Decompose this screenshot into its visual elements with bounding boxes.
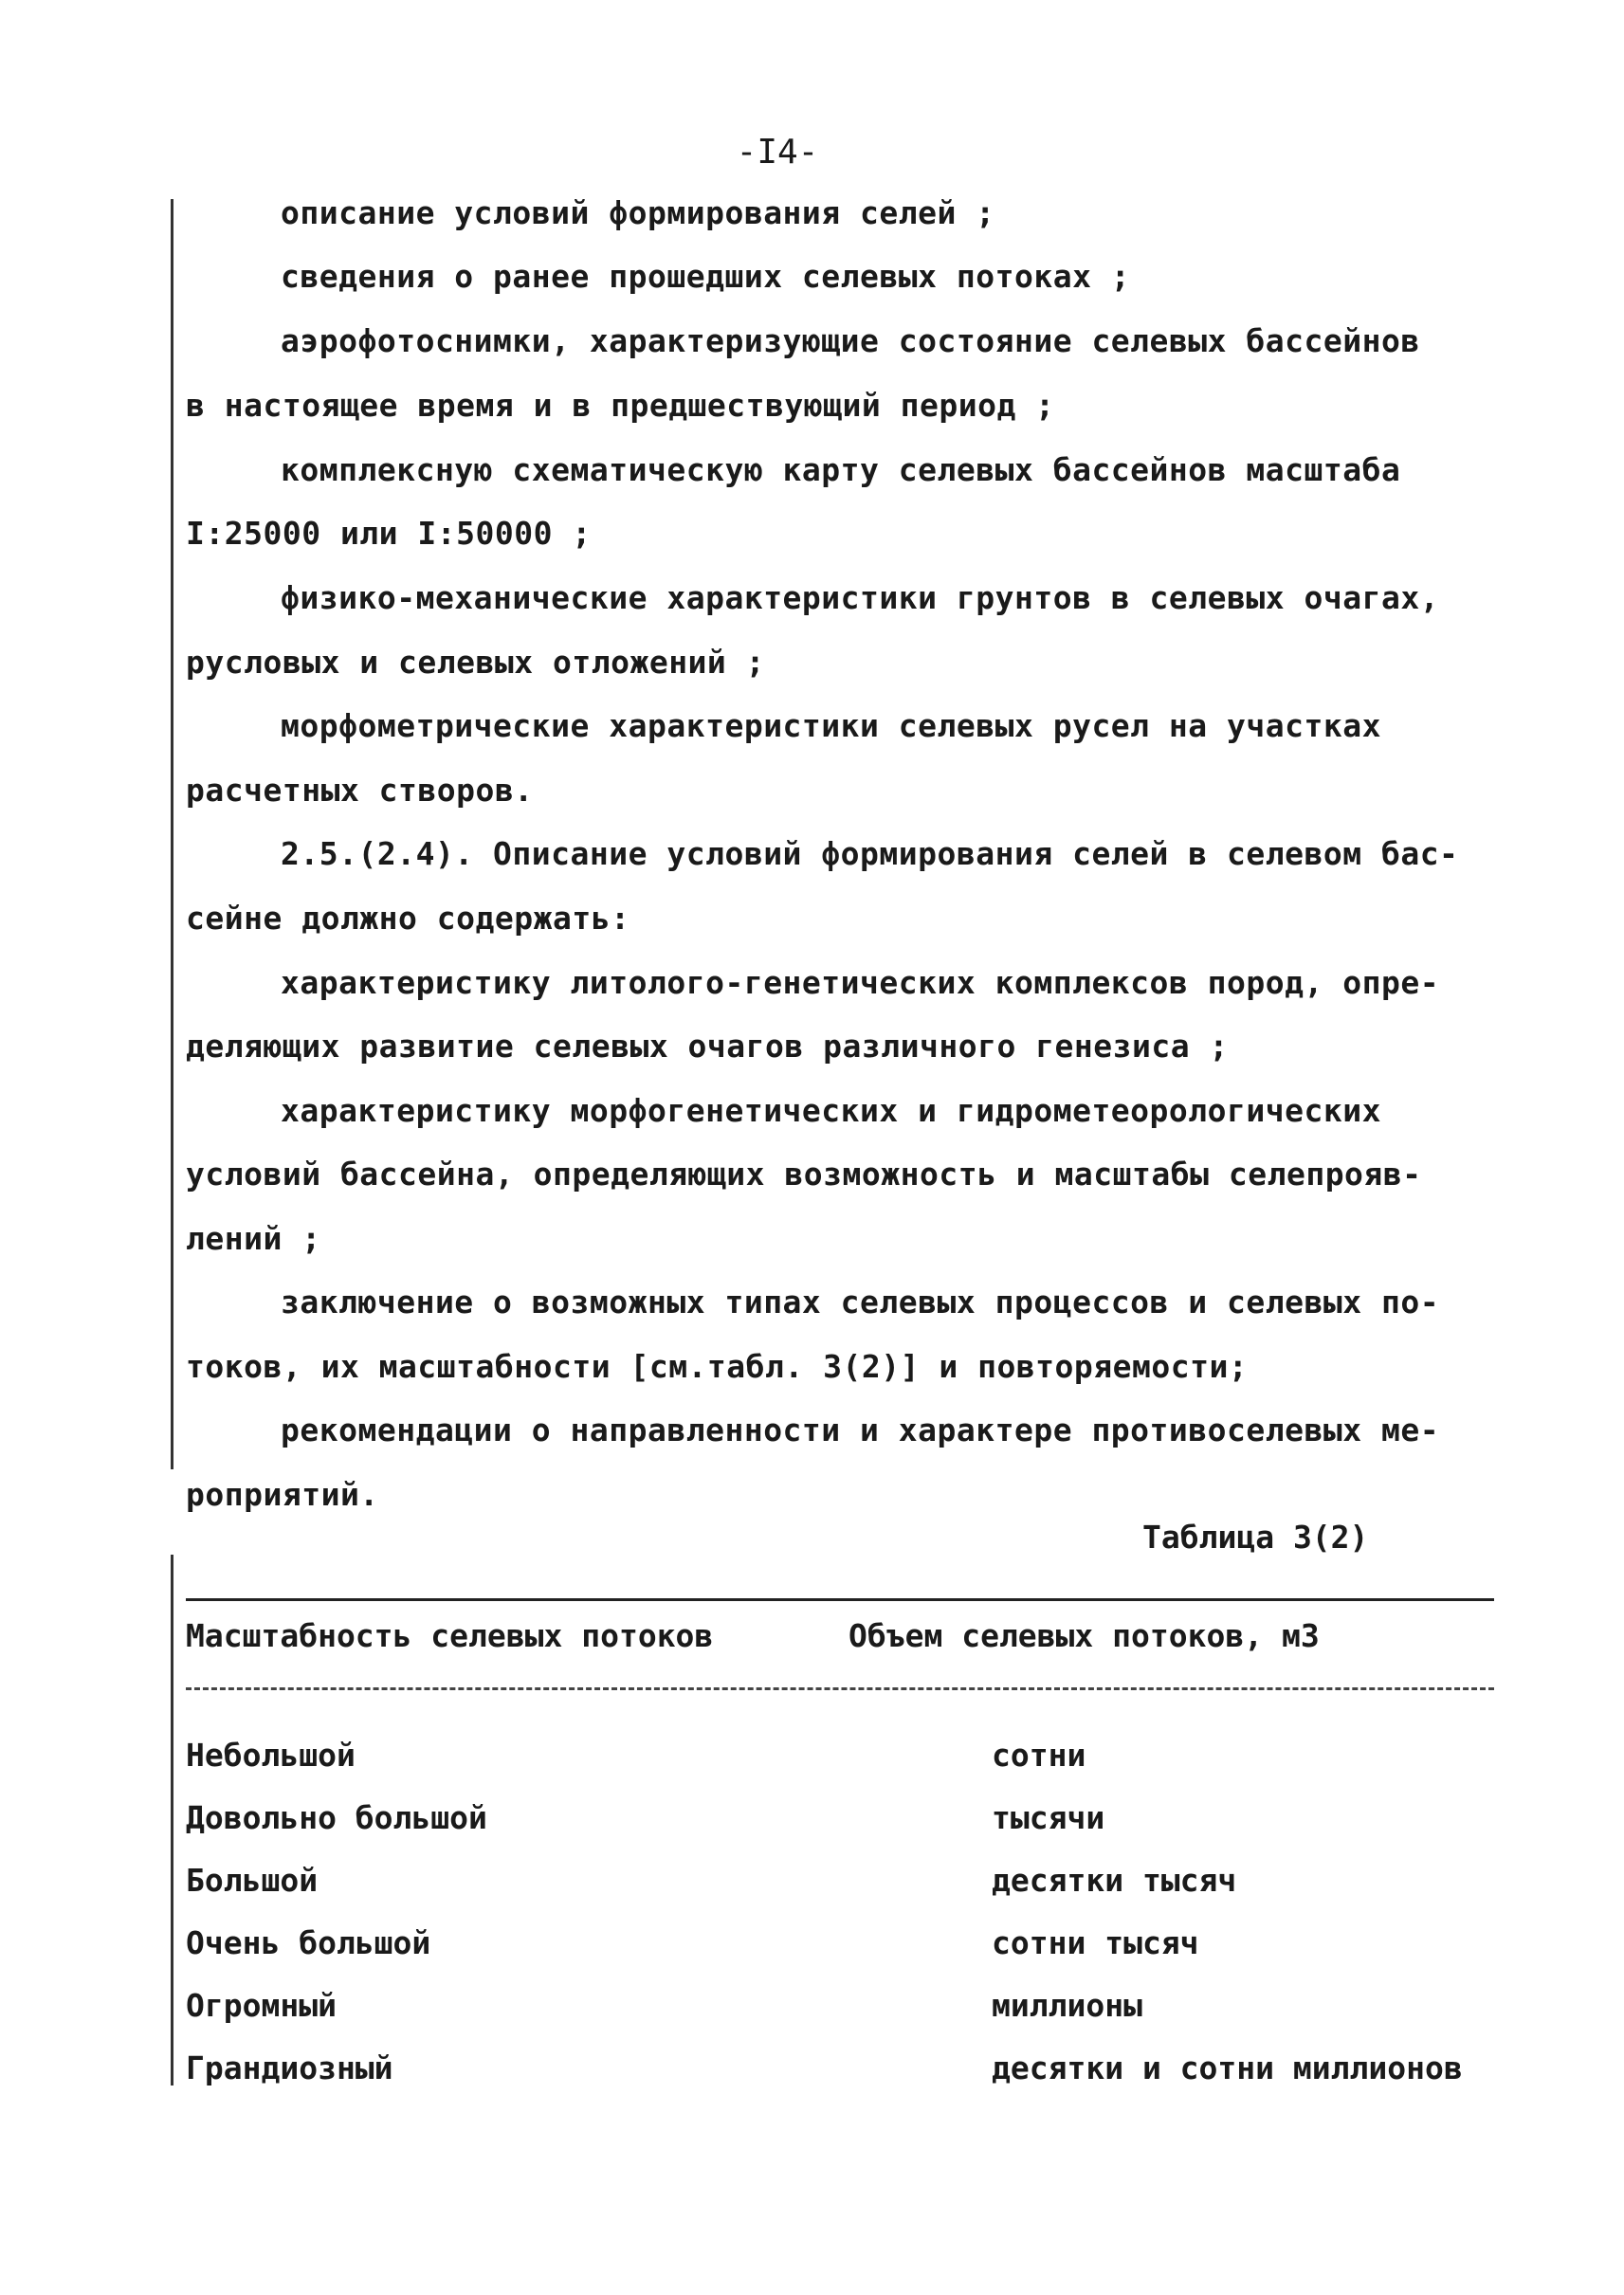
text-line: физико-механические характеристики грунтов в селевых очагах,: [281, 579, 1440, 616]
table-cell-volume: тысячи: [992, 1799, 1105, 1836]
text-line: характеристику литолого-генетических комплексов пород, опре-: [281, 964, 1440, 1001]
table-row: [186, 2049, 1513, 2103]
table-cell-volume: миллионы: [992, 1987, 1142, 2024]
table-top-rule: [186, 1598, 1494, 1601]
page-number: -I4-: [736, 133, 819, 172]
table-header-scale: Масштабность селевых потоков: [186, 1617, 714, 1654]
table-cell-scale: Грандиозный: [186, 2049, 393, 2086]
table-cell-scale: Очень большой: [186, 1924, 431, 1961]
table-cell-scale: Довольно большой: [186, 1799, 487, 1836]
text-line: условий бассейна, определяющих возможность и масштабы селепрояв-: [186, 1156, 1422, 1193]
text-line: I:25000 или I:50000 ;: [186, 515, 592, 552]
table-row: [186, 1987, 1513, 2040]
text-line: аэрофотоснимки, характеризующие состояние селевых бассейнов: [281, 322, 1420, 359]
text-line: характеристику морфогенетических и гидрометеорологических: [281, 1092, 1381, 1129]
table-row: [186, 1737, 1513, 1790]
text-line: описание условий формирования селей ;: [281, 194, 995, 231]
table-cell-volume: сотни: [992, 1737, 1086, 1774]
text-line: токов, их масштабности [см.табл. 3(2)] и повторяемости;: [186, 1348, 1249, 1385]
table-header-rule: [186, 1687, 1494, 1690]
table-cell-volume: десятки и сотни миллионов: [992, 2049, 1463, 2086]
table-row: [186, 1862, 1513, 1915]
table-cell-scale: Большой: [186, 1862, 319, 1899]
table-cell-volume: десятки тысяч: [992, 1862, 1237, 1899]
text-line: сейне должно содержать:: [186, 900, 630, 937]
text-line: русловых и селевых отложений ;: [186, 644, 766, 681]
table-cell-scale: Огромный: [186, 1987, 337, 2024]
text-line: расчетных створов.: [186, 772, 534, 809]
text-line: деляющих развитие селевых очагов различного генезиса ;: [186, 1028, 1229, 1065]
table-row: [186, 1924, 1513, 1977]
text-line: морфометрические характеристики селевых русел на участках: [281, 707, 1381, 744]
table-row: [186, 1799, 1513, 1852]
text-line: роприятий.: [186, 1476, 379, 1513]
margin-line: [171, 199, 173, 1469]
text-line: рекомендации о направленности и характере противоселевых ме-: [281, 1412, 1440, 1448]
text-line: в настоящее время и в предшествующий период ;: [186, 387, 1055, 424]
text-line: сведения о ранее прошедших селевых потоках ;: [281, 258, 1131, 295]
text-line: лений ;: [186, 1220, 321, 1257]
text-line: комплексную схематическую карту селевых бассейнов масштаба: [281, 451, 1401, 488]
margin-line: [171, 1555, 173, 2086]
table-caption: Таблица 3(2): [1142, 1519, 1369, 1556]
table-cell-volume: сотни тысяч: [992, 1924, 1199, 1961]
table-cell-scale: Небольшой: [186, 1737, 356, 1774]
table-header-volume: Объем селевых потоков, м3: [848, 1617, 1320, 1654]
text-line: заключение о возможных типах селевых процессов и селевых по-: [281, 1284, 1440, 1321]
text-line: 2.5.(2.4). Описание условий формирования селей в селевом бас-: [281, 835, 1459, 872]
